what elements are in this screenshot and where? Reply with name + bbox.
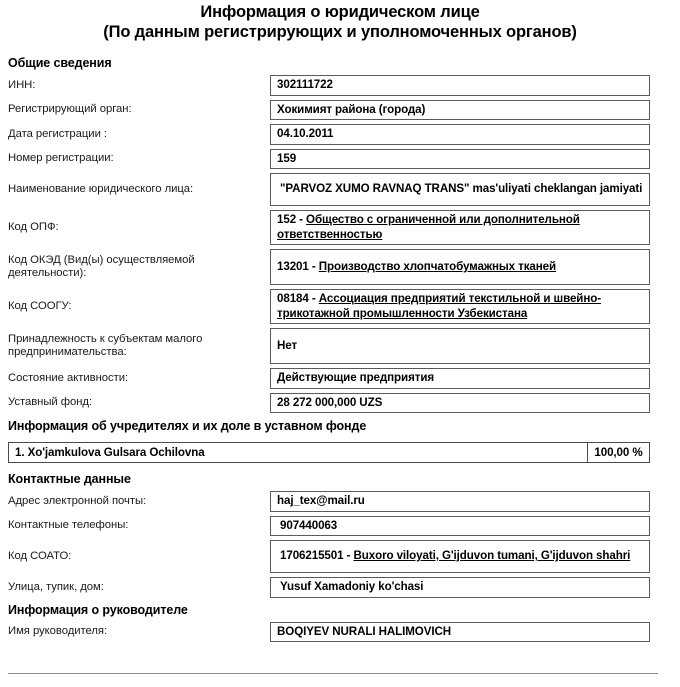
label-charter-fund: Уставный фонд: xyxy=(8,396,93,408)
value-soogu-code-composite xyxy=(277,292,644,321)
value-activity-state xyxy=(270,368,650,389)
field-row-inn xyxy=(0,75,680,96)
soogu-code-number: 08184 - xyxy=(277,292,319,305)
value-registration-authority-text: Хокимият района (города) xyxy=(277,102,426,116)
label-inn: ИНН: xyxy=(8,78,36,91)
director-fields-group xyxy=(0,622,680,643)
value-phones xyxy=(270,516,650,537)
value-registration-authority xyxy=(270,100,650,121)
value-soato-code xyxy=(270,540,650,573)
label-entity-name: Наименование юридического лица: xyxy=(8,182,194,195)
field-row-registration-authority xyxy=(0,100,680,121)
field-row-email xyxy=(0,491,680,512)
oked-code-number: 13201 - xyxy=(277,259,319,273)
value-registration-date-text: 04.10.2011 xyxy=(277,127,334,140)
field-row-entity-name xyxy=(0,173,680,206)
value-registration-number-text: 159 xyxy=(277,151,297,165)
label-registration-number: Номер регистрации: xyxy=(8,152,114,164)
label-phones: Контактные телефоны: xyxy=(8,519,129,531)
table-row-founder-name: 1. Xo'jamkulova Gulsara Ochilovna xyxy=(8,442,588,463)
label-street: Улица, тупик, дом: xyxy=(8,580,104,593)
page-title xyxy=(0,0,680,42)
field-row-activity-state xyxy=(0,368,680,389)
value-opf-code xyxy=(270,210,650,245)
oked-code-link[interactable]: Производство хлопчатобумажных тканей xyxy=(318,259,557,273)
field-row-small-business xyxy=(0,328,680,364)
soogu-code-link[interactable]: Ассоциация предприятий текстильной и швейно-трикотажной промышленности Узбекистана xyxy=(277,292,601,320)
contact-fields-group xyxy=(0,491,680,598)
value-street-text: Yusuf Xamadoniy ko'chasi xyxy=(280,580,424,593)
label-activity-state: Состояние активности: xyxy=(8,371,129,384)
value-oked-code xyxy=(270,249,650,285)
bottom-divider xyxy=(8,673,658,674)
label-oked-code: Код ОКЭД (Вид(ы) осуществляемой деятельности): xyxy=(8,253,195,279)
field-row-director-name xyxy=(0,622,680,643)
value-director-name xyxy=(270,622,650,643)
value-entity-name-text: "PARVOZ XUMO RAVNAQ TRANS" mas'uliyati cheklangan jamiyati xyxy=(280,182,643,196)
value-registration-date xyxy=(270,124,650,145)
section-heading-general: Общие сведения xyxy=(8,56,112,70)
value-inn-text: 302111722 xyxy=(277,78,333,91)
value-charter-fund-text: 28 272 000,000 UZS xyxy=(277,395,383,409)
label-email: Адрес электронной почты: xyxy=(8,494,147,507)
value-phones-text: 907440063 xyxy=(280,518,338,532)
label-registration-authority: Регистрирующий орган: xyxy=(8,103,132,115)
label-soato-code: Код СОАТО: xyxy=(8,549,72,562)
label-opf-code: Код ОПФ: xyxy=(8,220,59,233)
label-soogu-code: Код СООГУ: xyxy=(8,299,72,312)
value-email-text: haj_tex@mail.ru xyxy=(277,494,365,507)
opf-code-number: 152 - xyxy=(277,213,307,226)
field-row-registration-number xyxy=(0,149,680,170)
value-charter-fund xyxy=(270,393,650,414)
section-heading-contacts: Контактные данные xyxy=(8,472,131,486)
label-director-name: Имя руководителя: xyxy=(8,625,108,637)
value-inn xyxy=(270,75,650,96)
value-director-name-text: BOQIYEV NURALI HALIMOVICH xyxy=(277,624,451,638)
field-row-oked-code xyxy=(0,249,680,285)
value-oked-code-composite xyxy=(277,260,556,275)
value-small-business xyxy=(270,328,650,364)
label-registration-date: Дата регистрации : xyxy=(8,127,108,140)
value-registration-number xyxy=(270,149,650,170)
page-title-line-2: (По данным регистрирующих и уполномоченных органов) xyxy=(103,23,577,41)
soato-code-link[interactable]: Buxoro viloyati, G'ijduvon tumani, G'ijduvon shahri xyxy=(353,549,631,563)
value-soato-code-composite xyxy=(280,549,630,564)
field-row-opf-code xyxy=(0,210,680,245)
page-title-line-1: Информация о юридическом лице xyxy=(200,3,480,21)
field-row-soogu-code xyxy=(0,289,680,324)
value-opf-code-composite xyxy=(277,213,644,242)
value-email xyxy=(270,491,650,512)
table-row-founder-share: 100,00 % xyxy=(588,442,650,463)
label-small-business: Принадлежность к субъектам малого предпринимательства: xyxy=(8,332,203,358)
field-row-charter-fund xyxy=(0,393,680,414)
general-fields-group xyxy=(0,75,680,413)
value-small-business-text: Нет xyxy=(277,338,298,352)
section-heading-founders: Информация об учредителях и их доле в уставном фонде xyxy=(8,419,367,433)
founders-table xyxy=(0,442,680,463)
value-soogu-code xyxy=(270,289,650,324)
value-street xyxy=(270,577,650,598)
field-row-soato-code xyxy=(0,540,680,573)
opf-code-link[interactable]: Общество с ограниченной или дополнительной ответственностью xyxy=(277,213,580,241)
soato-code-number: 1706215501 - xyxy=(280,549,354,563)
section-heading-director: Информация о руководителе xyxy=(8,602,188,617)
field-row-phones xyxy=(0,516,680,537)
field-row-street xyxy=(0,577,680,598)
field-row-registration-date xyxy=(0,124,680,145)
value-entity-name xyxy=(270,173,650,206)
value-activity-state-text: Действующие предприятия xyxy=(277,371,435,384)
